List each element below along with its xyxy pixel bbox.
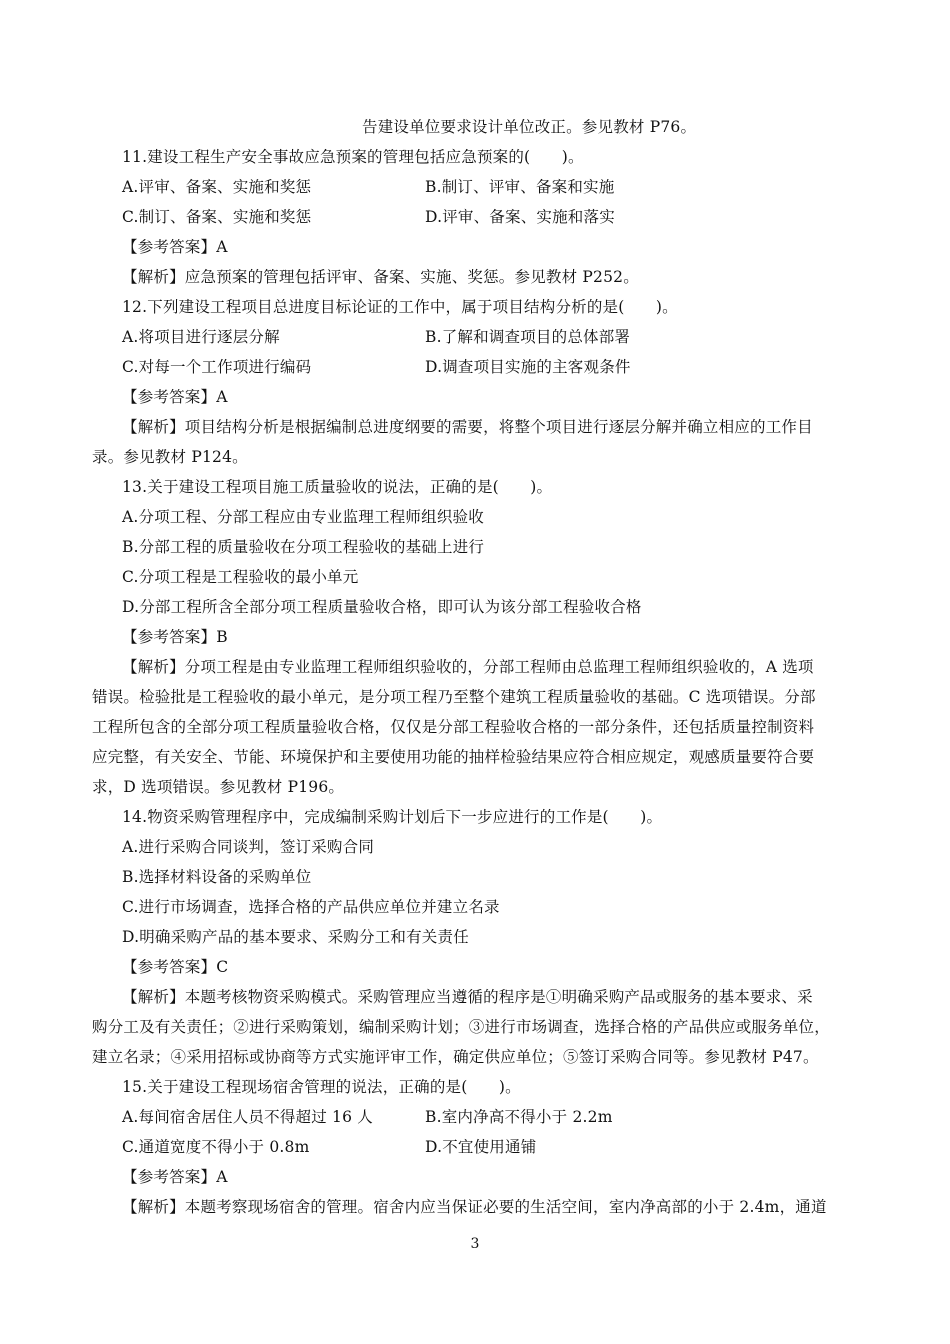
question-15-options-row-2 (122, 1132, 892, 1162)
question-15-stem: 15.关于建设工程现场宿舍管理的说法，正确的是( )。 (122, 1078, 521, 1096)
question-12-analysis-line-1: 【解析】项目结构分析是根据编制总进度纲要的需要，将整个项目进行逐层分解并确立相应的工作目 (122, 418, 813, 436)
question-13-stem: 13.关于建设工程项目施工质量验收的说法，正确的是( )。 (122, 478, 553, 496)
continuation-text: 告建设单位要求设计单位改正。参见教材 P76。 (362, 118, 697, 136)
question-14-option-d: D.明确采购产品的基本要求、采购分工和有关责任 (122, 928, 469, 946)
question-13-option-c: C.分项工程是工程验收的最小单元 (122, 568, 359, 586)
question-11-options-row-2 (122, 202, 892, 232)
question-14-option-a: A.进行采购合同谈判，签订采购合同 (122, 838, 375, 856)
question-14-answer: 【参考答案】C (122, 958, 229, 976)
question-13-option-d: D.分部工程所含全部分项工程质量验收合格，即可认为该分部工程验收合格 (122, 598, 642, 616)
question-14-analysis-line-1: 【解析】本题考核物资采购模式。采购管理应当遵循的程序是①明确采购产品或服务的基本要求、采 (122, 988, 813, 1006)
page-number: 3 (470, 1236, 480, 1252)
question-15-option-a: A.每间宿舍居住人员不得超过 16 人 (122, 1108, 373, 1126)
question-13-analysis-line-4: 应完整，有关安全、节能、环境保护和主要使用功能的抽样检验结果应符合相应规定，观感质量要符合要 (92, 748, 815, 766)
question-11-analysis: 【解析】应急预案的管理包括评审、备案、实施、奖惩。参见教材 P252。 (122, 268, 639, 286)
question-11-option-d: D.评审、备案、实施和落实 (425, 208, 615, 226)
question-13-analysis-line-5: 求，D 选项错误。参见教材 P196。 (92, 778, 345, 796)
question-12-option-a: A.将项目进行逐层分解 (122, 328, 280, 346)
question-12-answer: 【参考答案】A (122, 388, 228, 406)
question-12-option-c: C.对每一个工作项进行编码 (122, 358, 312, 376)
question-15-options-row-1 (122, 1102, 892, 1132)
question-14-option-c: C.进行市场调查，选择合格的产品供应单位并建立名录 (122, 898, 500, 916)
question-13-analysis-line-1: 【解析】分项工程是由专业监理工程师组织验收的，分部工程师由总监理工程师组织验收的，A 选项 (122, 658, 814, 676)
question-11-option-c: C.制订、备案、实施和奖惩 (122, 208, 312, 226)
question-13-option-a: A.分项工程、分部工程应由专业监理工程师组织验收 (122, 508, 484, 526)
question-13-analysis-line-3: 工程所包含的全部分项工程质量验收合格，仅仅是分部工程验收合格的一部分条件，还包括质量控制资料 (92, 718, 815, 736)
question-11-option-b: B.制订、评审、备案和实施 (425, 178, 615, 196)
question-13-analysis-line-2: 错误。检验批是工程验收的最小单元，是分项工程乃至整个建筑工程质量验收的基础。C 选项错误。分部 (92, 688, 816, 706)
question-14-analysis-line-3: 建立名录；④采用招标或协商等方式实施评审工作，确定供应单位；⑤签订采购合同等。参见教材 P47。 (92, 1048, 819, 1066)
question-14-option-b: B.选择材料设备的采购单位 (122, 868, 312, 886)
question-12-analysis-line-2: 录。参见教材 P124。 (92, 448, 248, 466)
question-14-analysis-line-2: 购分工及有关责任；②进行采购策划，编制采购计划；③进行市场调查，选择合格的产品供应或服务单位， (92, 1018, 830, 1036)
question-13-option-b: B.分部工程的质量验收在分项工程验收的基础上进行 (122, 538, 485, 556)
question-11-option-a: A.评审、备案、实施和奖惩 (122, 178, 312, 196)
question-14-stem: 14.物资采购管理程序中，完成编制采购计划后下一步应进行的工作是( )。 (122, 808, 663, 826)
question-11-stem: 11.建设工程生产安全事故应急预案的管理包括应急预案的( )。 (122, 148, 584, 166)
question-11-answer: 【参考答案】A (122, 238, 228, 256)
question-11-options-row-1 (122, 172, 892, 202)
question-12-stem: 12.下列建设工程项目总进度目标论证的工作中，属于项目结构分析的是( )。 (122, 298, 678, 316)
question-15-option-d: D.不宜使用通铺 (425, 1138, 537, 1156)
question-15-analysis-line-1: 【解析】本题考察现场宿舍的管理。宿舍内应当保证必要的生活空间，室内净高部的小于 2.4m，通道 (122, 1198, 827, 1216)
question-13-answer: 【参考答案】B (122, 628, 228, 646)
question-15-option-c: C.通道宽度不得小于 0.8m (122, 1138, 310, 1156)
question-15-answer: 【参考答案】A (122, 1168, 228, 1186)
question-12-options-row-1 (122, 322, 892, 352)
question-12-options-row-2 (122, 352, 892, 382)
question-12-option-d: D.调查项目实施的主客观条件 (425, 358, 631, 376)
question-15-option-b: B.室内净高不得小于 2.2m (425, 1108, 613, 1126)
question-12-option-b: B.了解和调查项目的总体部署 (425, 328, 631, 346)
